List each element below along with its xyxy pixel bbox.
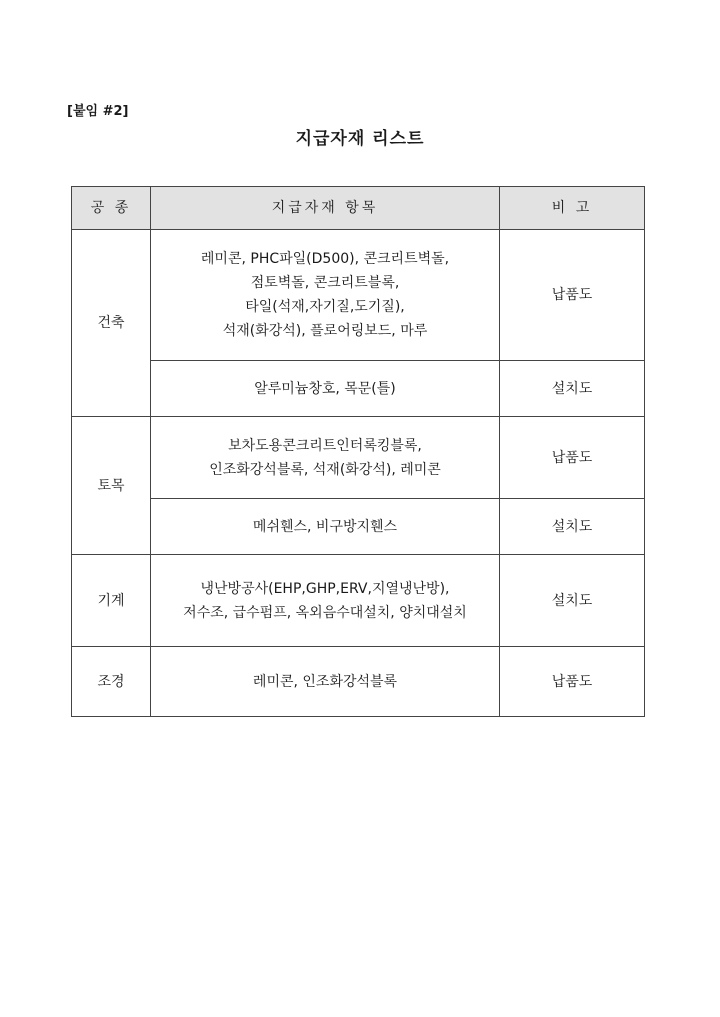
header-category: 공 종	[72, 187, 151, 230]
category-cell: 조경	[72, 647, 151, 717]
remark-cell: 설치도	[500, 555, 645, 647]
items-cell	[151, 555, 500, 647]
item-line: 인조화강석블록, 석재(화강석), 레미콘	[209, 461, 441, 478]
items-cell	[151, 647, 500, 717]
item-line: 보차도용콘크리트인터록킹블록,	[228, 437, 422, 454]
item-line: 레미콘, 인조화강석블록	[252, 673, 398, 690]
item-line: 알루미늄창호, 목문(틀)	[254, 380, 396, 397]
item-line: 점토벽돌, 콘크리트블록,	[250, 275, 400, 291]
items-cell	[151, 230, 500, 361]
supply-materials-table	[71, 186, 645, 717]
category-cell: 토목	[72, 417, 151, 555]
page-title: 지급자재 리스트	[295, 129, 425, 149]
table-row	[72, 361, 645, 417]
remark-cell: 설치도	[500, 361, 645, 417]
header-items: 지급자재 항목	[151, 187, 500, 230]
item-line: 냉난방공사(EHP,GHP,ERV,지열냉난방),	[200, 580, 450, 597]
remark-cell: 납품도	[500, 417, 645, 499]
item-line: 타일(석재,자기질,도기질),	[245, 299, 405, 315]
header-remark: 비 고	[500, 187, 645, 230]
category-cell: 건축	[72, 230, 151, 417]
item-line: 메쉬휀스, 비구방지휀스	[252, 518, 398, 535]
table-row	[72, 647, 645, 717]
remark-cell: 설치도	[500, 499, 645, 555]
attachment-label: [붙임 #2]	[67, 104, 129, 119]
items-cell	[151, 499, 500, 555]
table-row	[72, 499, 645, 555]
category-cell: 기계	[72, 555, 151, 647]
item-line: 레미콘, PHC파일(D500), 콘크리트벽돌,	[200, 251, 450, 267]
remark-cell: 납품도	[500, 647, 645, 717]
items-cell	[151, 361, 500, 417]
item-line: 저수조, 급수펌프, 옥외음수대설치, 양치대설치	[183, 604, 467, 621]
remark-cell: 납품도	[500, 230, 645, 361]
table-row	[72, 230, 645, 361]
table-row	[72, 417, 645, 499]
table-header-row	[72, 187, 645, 230]
item-line: 석재(화강석), 플로어링보드, 마루	[222, 323, 428, 339]
items-cell	[151, 417, 500, 499]
table-row	[72, 555, 645, 647]
